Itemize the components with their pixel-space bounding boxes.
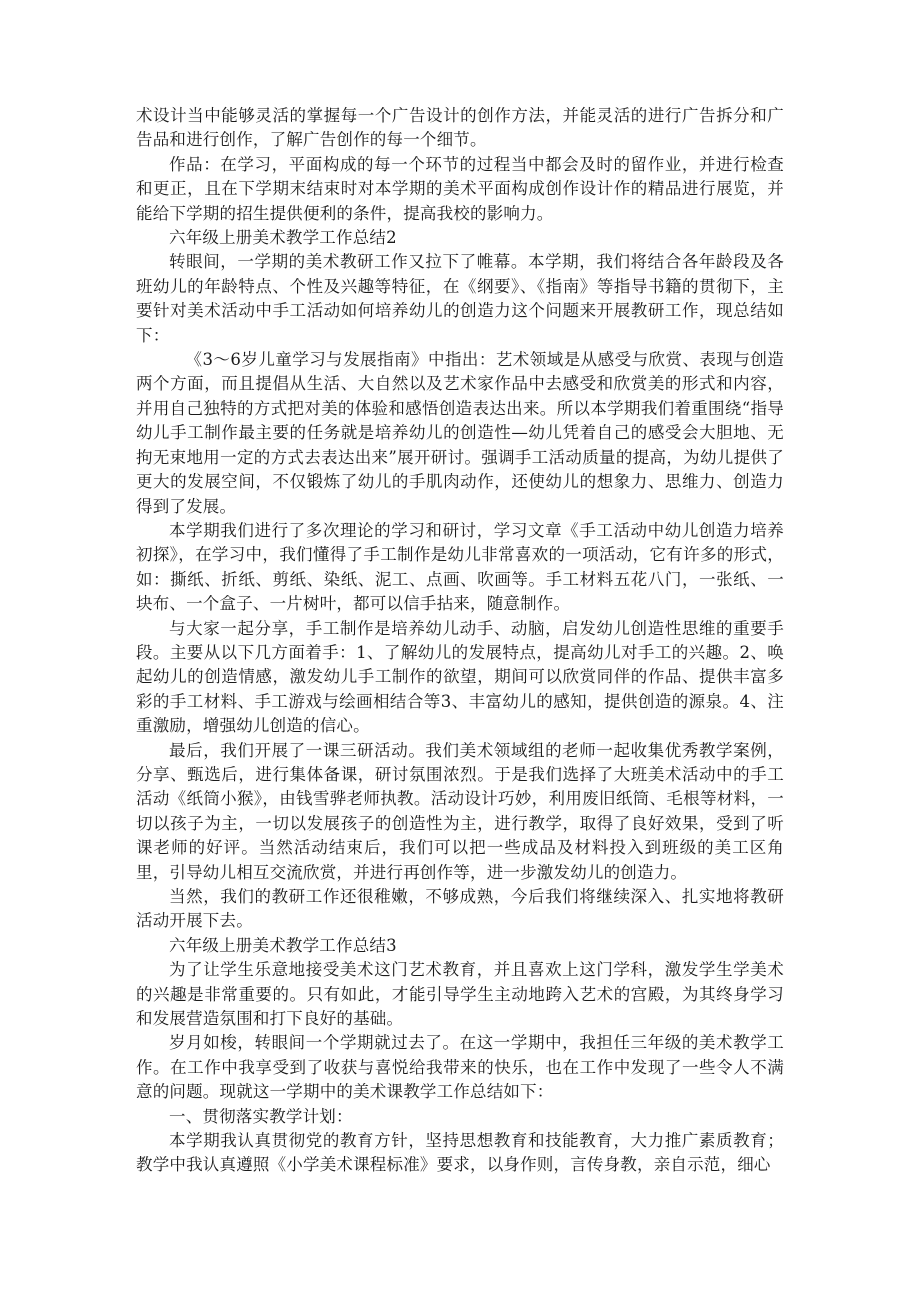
paragraph-lesson-study: 最后，我们开展了一课三研活动。我们美术领域组的老师一起收集优秀教学案例，分享、甄选后，进行集体备课，研讨氛围浓烈。于是我们选择了大班美术活动中的手工活动《纸筒小猴》，由钱雪骅老师执教。活动设计巧妙，利用废旧纸筒、毛根等材料，一切以孩子为主，一切以发展孩子的创造性为主，进行教学，取得了良好效果，受到了听课老师的好评。当然活动结束后，我们可以把一些成品及材料投入到班级的美工区角里，引导幼儿相互交流欣赏，并进行再创作等，进一步激发幼儿的创造力。 (136, 740, 784, 882)
paragraph-continuation: 术设计当中能够灵活的掌握每一个广告设计的创作方法，并能灵活的进行广告拆分和广告品和进行创作，了解广告创作的每一个细节。 (136, 106, 784, 150)
document-body (136, 104, 784, 1178)
paragraph-theory-study: 本学期我们进行了多次理论的学习和研讨，学习文章《手工活动中幼儿创造力培养初探》，在学习中，我们懂得了手工制作是幼儿非常喜欢的一项活动，它有许多的形式，如：撕纸、折纸、剪纸、染纸、泥工、点画、吹画等。手工材料五花八门，一张纸、一块布、一个盒子、一片树叶，都可以信手拈来，随意制作。 (136, 520, 784, 614)
subheading-teaching-plan: 一、贯彻落实教学计划： (169, 1106, 353, 1126)
section-heading-2: 六年级上册美术教学工作总结2 (169, 228, 397, 248)
paragraph-conclusion-2: 当然，我们的教研工作还很稚嫩，不够成熟，今后我们将继续深入、扎实地将教研活动开展下去。 (136, 887, 784, 931)
paragraph-interest: 为了让学生乐意地接受美术这门艺术教育，并且喜欢上这门学科，激发学生学美术的兴趣是非常重要的。只有如此，才能引导学生主动地跨入艺术的宫殿，为其终身学习和发展营造氛围和打下良好的基础。 (136, 960, 784, 1029)
section-heading-3: 六年级上册美术教学工作总结3 (169, 935, 397, 955)
paragraph-semester: 岁月如梭，转眼间一个学期就过去了。在这一学期中，我担任三年级的美术教学工作。在工作中我享受到了收获与喜悦给我带来的快乐，也在工作中发现了一些令人不满意的问题。现就这一学期中的美术课教学工作总结如下： (136, 1033, 784, 1102)
paragraph-sharing: 与大家一起分享，手工制作是培养幼儿动手、动脑，启发幼儿创造性思维的重要手段。主要从以下几方面着手：1、了解幼儿的发展特点，提高幼儿对手工的兴趣。2、唤起幼儿的创造情感，激发幼儿手工制作的欲望，期间可以欣赏同伴的作品、提供丰富多彩的手工材料、手工游戏与绘画相结合等3、丰富幼儿的感知，提供创造的源泉。4、注重激励，增强幼儿创造的信心。 (136, 618, 784, 736)
paragraph-guide-quote: 《3～6岁儿童学习与发展指南》中指出：艺术领域是从感受与欣赏、表现与创造两个方面，而且提倡从生活、大自然以及艺术家作品中去感受和欣赏美的形式和内容，并用自己独特的方式把对美的体验和感悟创造表达出来。所以本学期我们着重围绕“指导幼儿手工制作最主要的任务就是培养幼儿的创造性—幼儿凭着自己的感受会大胆地、无拘无束地用一定的方式去表达出来”展开研讨。强调手工活动质量的提高，为幼儿提供了更大的发展空间，不仅锻炼了幼儿的手肌肉动作，还使幼儿的想象力、思维力、创造力得到了发展。 (136, 350, 784, 516)
paragraph-intro-2: 转眼间，一学期的美术教研工作又拉下了帷幕。本学期，我们将结合各年龄段及各班幼儿的年龄特点、个性及兴趣等特征，在《纲要》、《指南》等指导书籍的贯彻下，主要针对美术活动中手工活动如何培养幼儿的创造力这个问题来开展教研工作，现总结如下： (136, 252, 784, 345)
paragraph-policy: 本学期我认真贯彻党的教育方针，坚持思想教育和技能教育，大力推广素质教育；教学中我认真遵照《小学美术课程标准》要求，以身作则，言传身教，亲自示范，细心 (136, 1131, 784, 1175)
paragraph-works: 作品：在学习，平面构成的每一个环节的过程当中都会及时的留作业，并进行检查和更正，且在下学期末结束时对本学期的美术平面构成创作设计作的精品进行展览，并能给下学期的招生提供便利的条件，提高我校的影响力。 (136, 154, 784, 223)
document-page (0, 104, 920, 1178)
